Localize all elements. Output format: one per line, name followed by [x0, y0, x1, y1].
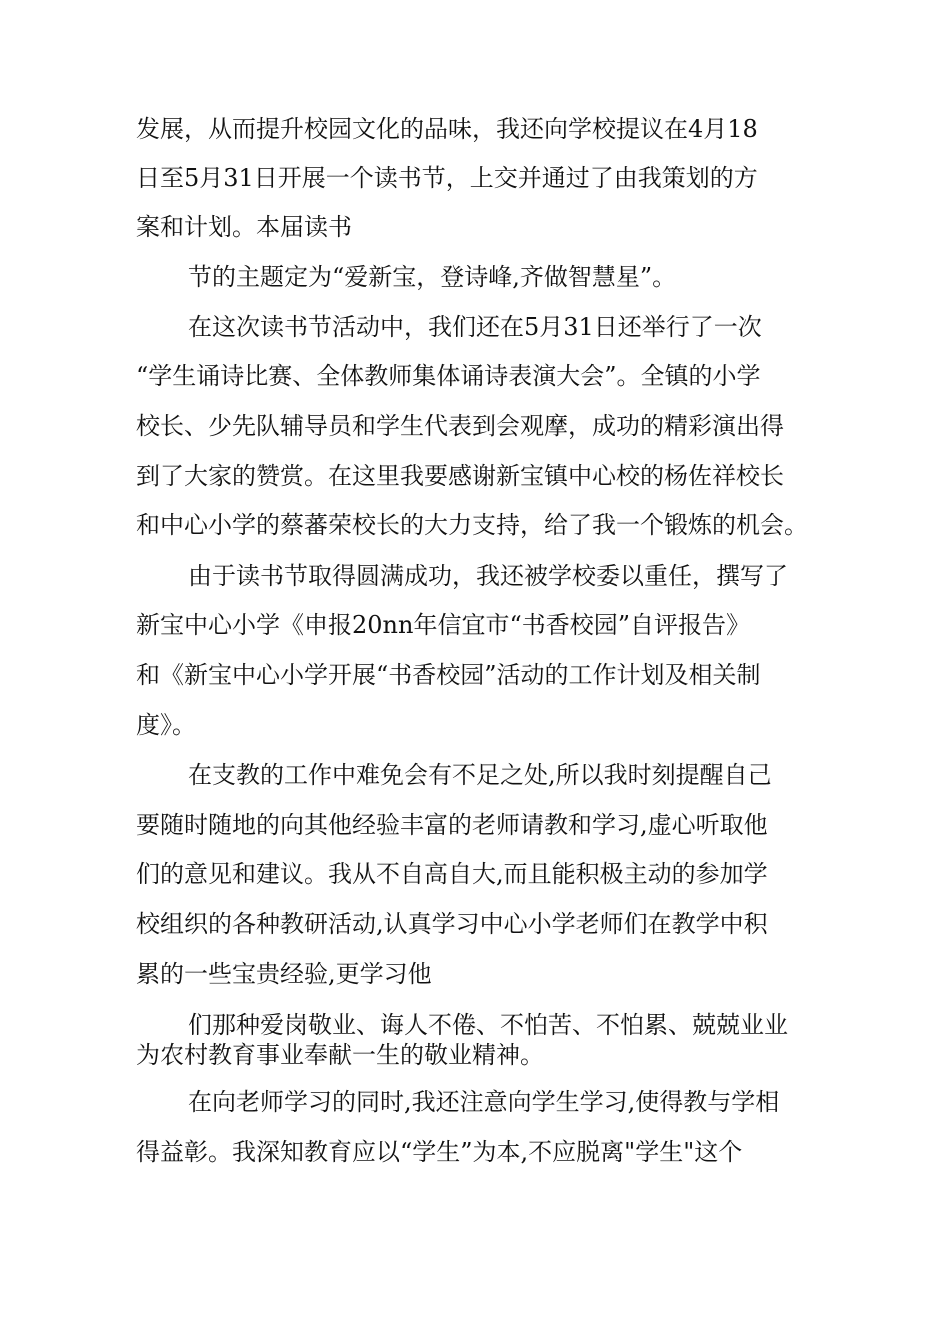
text-line-13: 度》。 [136, 711, 196, 739]
text-line-11: 新宝中心小学《申报20nn年信宜市“书香校园”自评报告》 [136, 611, 750, 639]
text-line-22: 得益彰。我深知教育应以“学生”为本,不应脱离"学生"这个 [136, 1138, 743, 1166]
text-line-18: 累的一些宝贵经验,更学习他 [136, 960, 432, 988]
text-line-3: 案和计划。本届读书 [136, 213, 352, 241]
text-line-15: 要随时随地的向其他经验丰富的老师请教和学习,虚心听取他 [136, 811, 768, 839]
text-line-10: 由于读书节取得圆满成功，我还被学校委以重任，撰写了 [188, 562, 788, 590]
text-line-16: 们的意见和建议。我从不自高自大,而且能积极主动的参加学 [136, 860, 768, 888]
text-line-20: 为农村教育事业奉献一生的敬业精神。 [136, 1041, 544, 1069]
text-line-9: 和中心小学的蔡蕃荣校长的大力支持，给了我一个锻炼的机会。 [136, 511, 808, 539]
text-line-2: 日至5月31日开展一个读书节，上交并通过了由我策划的方 [136, 164, 758, 192]
text-line-7: 校长、少先队辅导员和学生代表到会观摩，成功的精彩演出得 [136, 412, 784, 440]
text-line-6: “学生诵诗比赛、全体教师集体诵诗表演大会”。全镇的小学 [136, 362, 761, 390]
text-line-21: 在向老师学习的同时,我还注意向学生学习,使得教与学相 [188, 1088, 780, 1116]
text-line-19: 们那种爱岗敬业、诲人不倦、不怕苦、不怕累、兢兢业业 [188, 1011, 788, 1039]
text-line-1: 发展，从而提升校园文化的品味，我还向学校提议在4月18 [136, 115, 758, 143]
text-line-14: 在支教的工作中难免会有不足之处,所以我时刻提醒自己 [188, 761, 772, 789]
text-line-8: 到了大家的赞赏。在这里我要感谢新宝镇中心校的杨佐祥校长 [136, 462, 784, 490]
text-line-4: 节的主题定为“爱新宝，登诗峰,齐做智慧星”。 [188, 263, 677, 291]
text-line-12: 和《新宝中心小学开展“书香校园”活动的工作计划及相关制 [136, 661, 761, 689]
text-line-17: 校组织的各种教研活动,认真学习中心小学老师们在教学中积 [136, 910, 768, 938]
text-line-5: 在这次读书节活动中，我们还在5月31日还举行了一次 [188, 313, 762, 341]
